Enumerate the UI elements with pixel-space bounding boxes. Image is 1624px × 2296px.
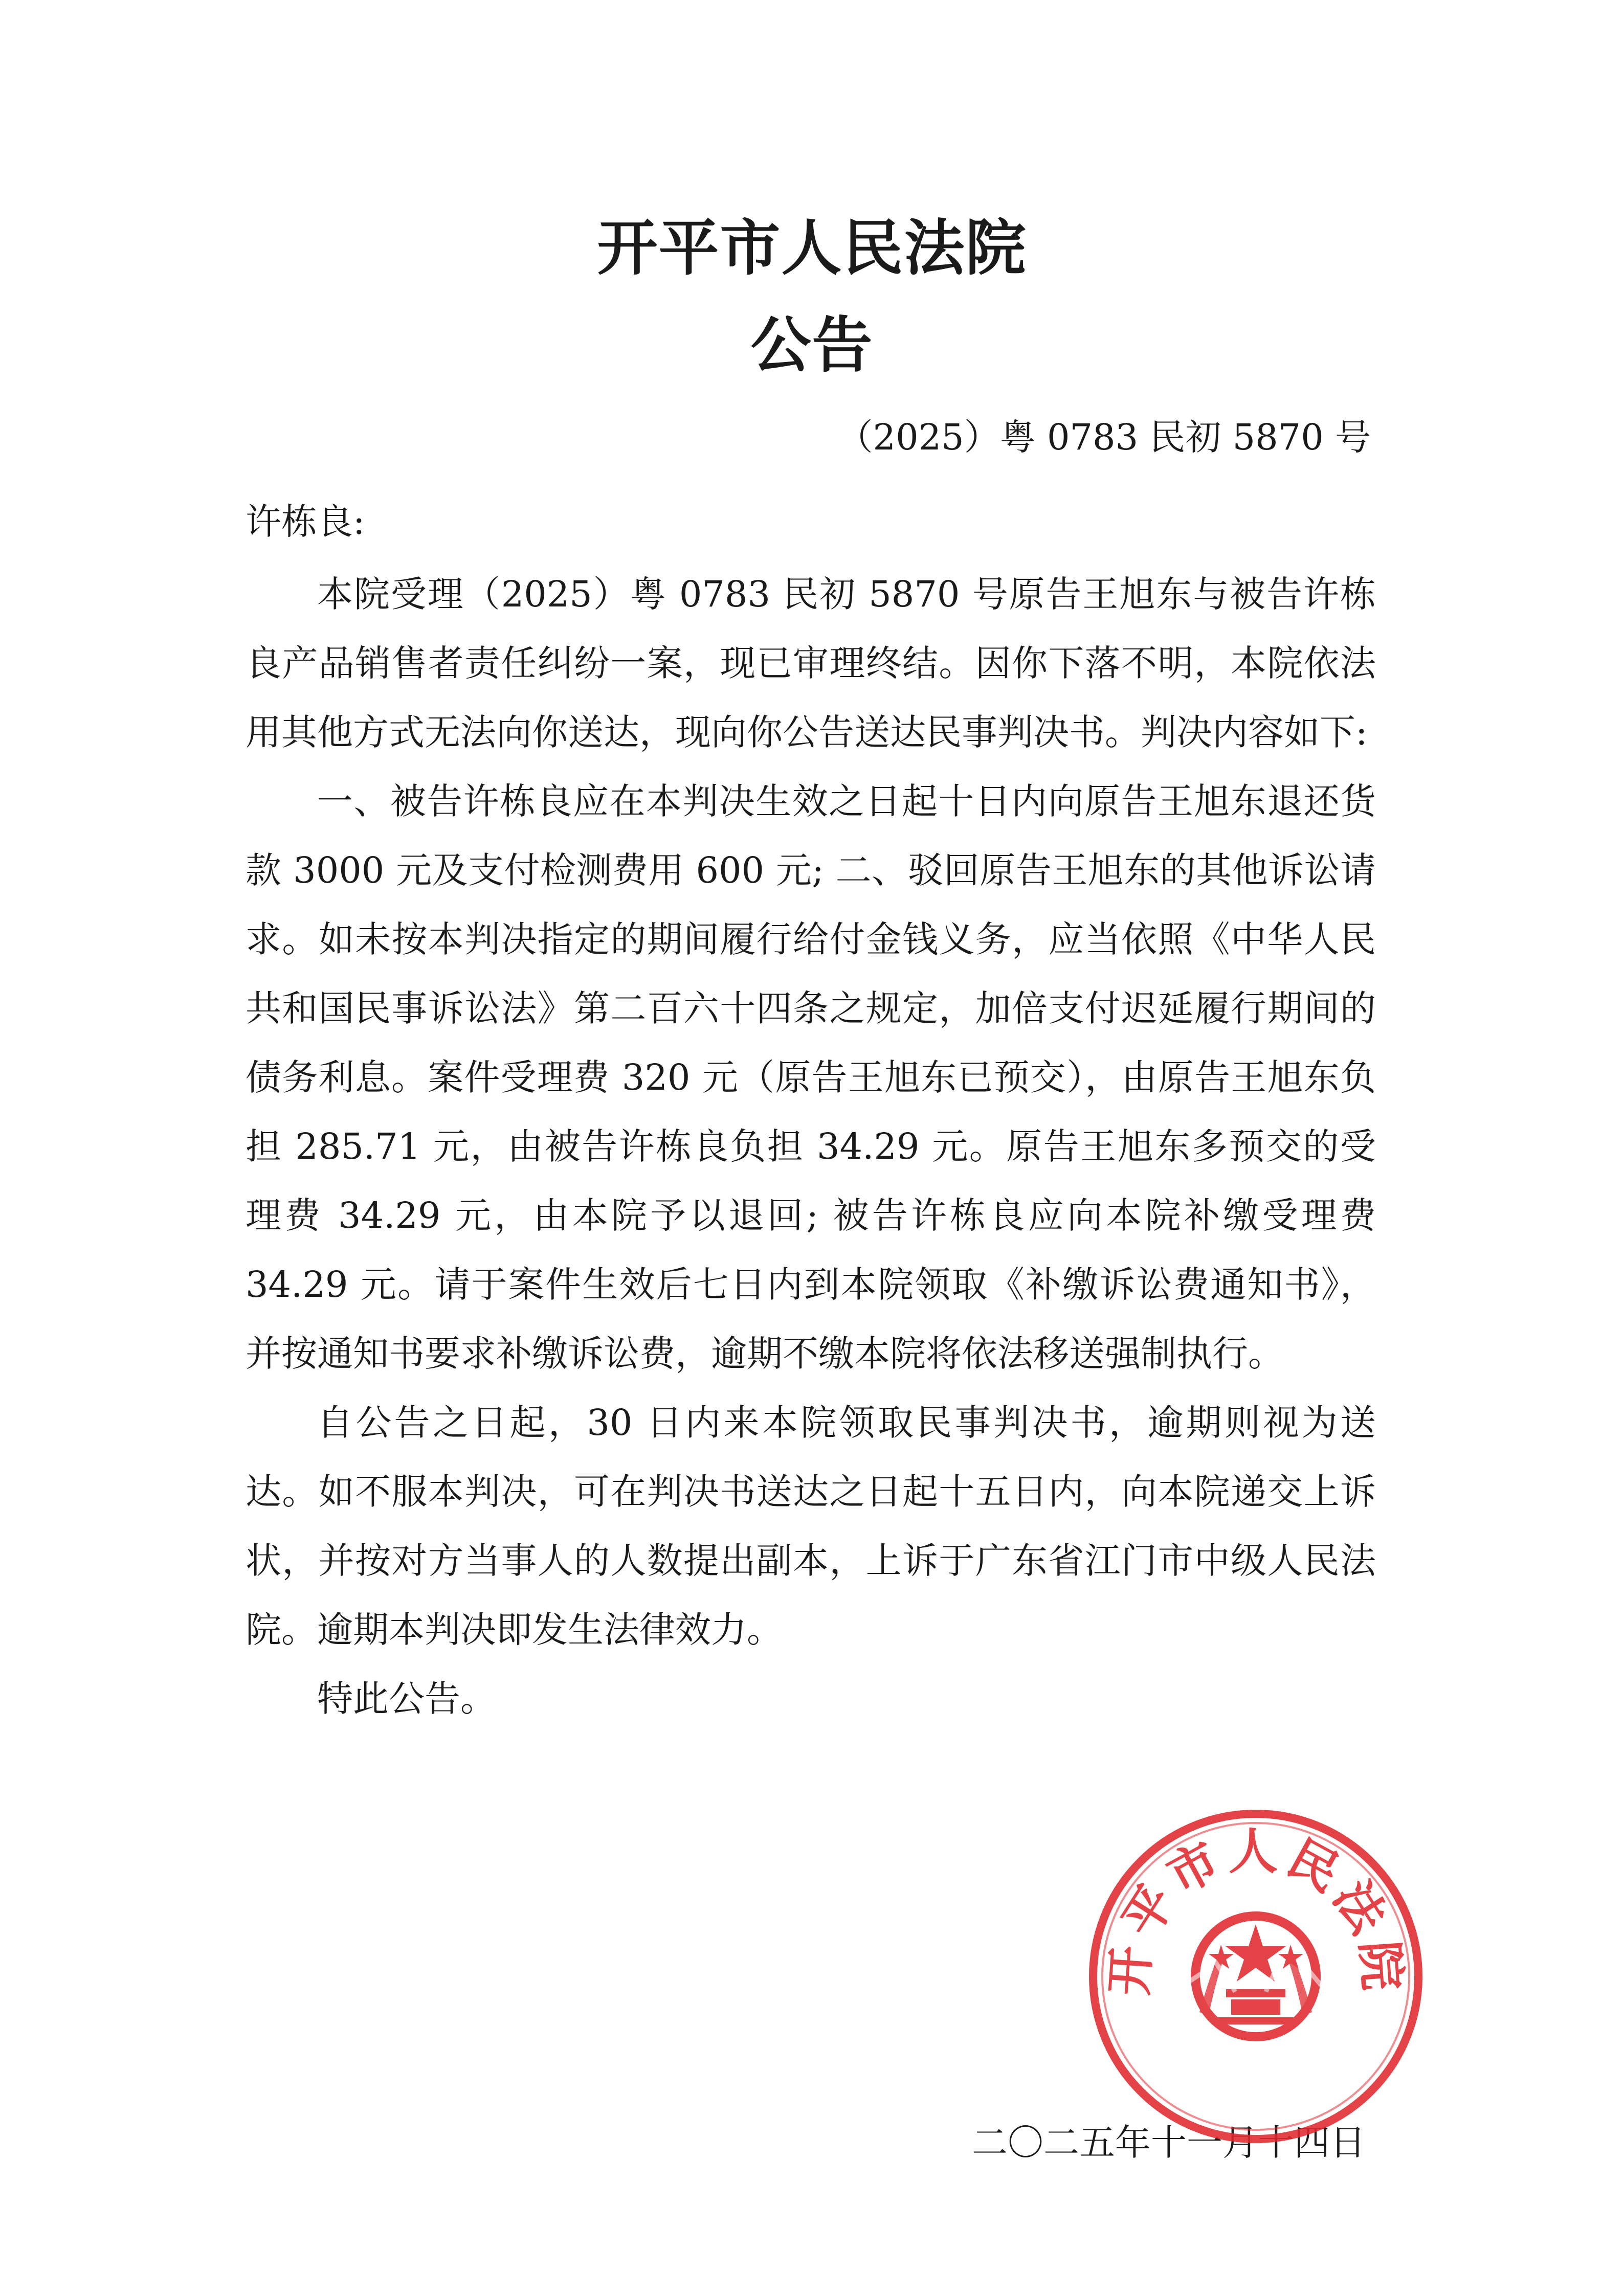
- paragraph-appeal: 自公告之日起，30 日内来本院领取民事判决书，逾期则视为送达。如不服本判决，可在判决书送达之日起十五日内，向本院递交上诉状，并按对方当事人的人数提出副本，上诉于广东省江门市中级人民法院。逾期本判决即发生法律效力。: [246, 1402, 1376, 1651]
- paragraph-intro: 本院受理（2025）粤 0783 民初 5870 号原告王旭东与被告许栋良产品销售者责任纠纷一案，现已审理终结。因你下落不明，本院依法用其他方式无法向你送达，现向你公告送达民事判决书。判决内容如下:: [246, 573, 1376, 753]
- court-name-title: 开平市人民法院: [597, 213, 1027, 283]
- case-number: （2025）粤 0783 民初 5870 号: [837, 416, 1371, 458]
- notice-title: 公告: [750, 310, 874, 380]
- paragraph-closing: 特此公告。: [317, 1678, 496, 1720]
- national-emblem-icon: [1195, 1916, 1316, 2037]
- notice-date: 二〇二五年十一月十四日: [972, 2122, 1366, 2164]
- addressee: 许栋良:: [246, 501, 365, 543]
- paragraph-judgment: 一、被告许栋良应在本判决生效之日起十日内向原告王旭东退还货款 3000 元及支付检测费用 600 元; 二、驳回原告王旭东的其他诉讼请求。如未按本判决指定的期间履行给付金钱义务，应当依照《中华人民共和国民事诉讼法》第二百六十四条之规定，加倍支付迟延履行期间的债务利息。案件受理费 320 元（原告王旭东已预交），由原告王旭东负担 285.71 元，由被告许栋良负担 34.29 元。原告王旭东多预交的受理费 34.29 元，由本院予以退回; 被告许栋良应向本院补缴受理费 34.29 元。请于案件生效后七日内到本院领取《补缴诉讼费通知书》，并按通知书要求补缴诉讼费，逾期不缴本院将依法移送强制执行。: [246, 780, 1376, 1375]
- notice-body: [246, 560, 1376, 1734]
- court-seal-icon: [1087, 1808, 1425, 2145]
- seal-text: 开平市人民法院: [1100, 1822, 1412, 1997]
